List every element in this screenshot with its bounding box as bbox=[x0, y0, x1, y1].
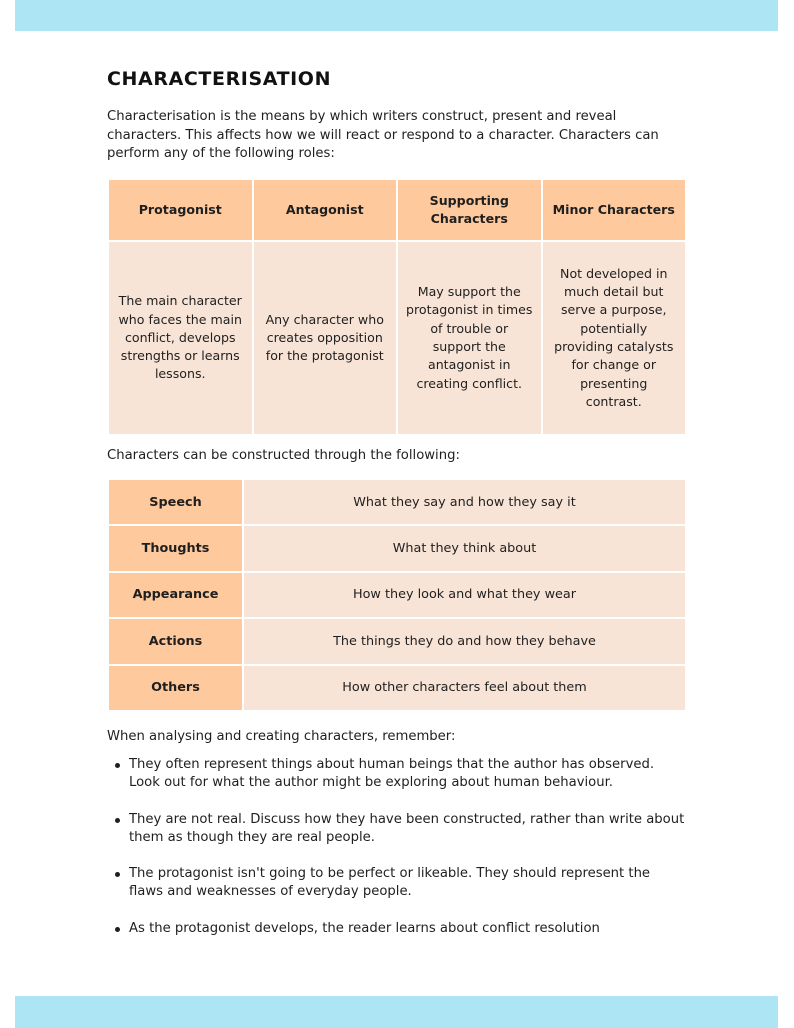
construct-table bbox=[107, 478, 687, 712]
role-header-supporting: Supporting Characters bbox=[398, 180, 541, 240]
method-label: Others bbox=[109, 666, 242, 710]
top-band bbox=[15, 0, 778, 31]
method-description: What they say and how they say it bbox=[244, 480, 685, 524]
method-label: Speech bbox=[109, 480, 242, 524]
table-row bbox=[109, 526, 685, 570]
list-item: They often represent things about human beings that the author has observed. Look out for what the author might be exploring about human behaviour. bbox=[107, 756, 687, 793]
remember-lead: When analysing and creating characters, remember: bbox=[107, 729, 456, 744]
list-item: They are not real. Discuss how they have been constructed, rather than write about them as though they are real people. bbox=[107, 811, 687, 848]
page-title: CHARACTERISATION bbox=[107, 68, 332, 90]
roles-description-row bbox=[109, 242, 685, 434]
table-row bbox=[109, 480, 685, 524]
method-description: How other characters feel about them bbox=[244, 666, 685, 710]
role-desc-protagonist: The main character who faces the main conflict, develops strengths or learns lessons. bbox=[109, 242, 252, 434]
table-row bbox=[109, 619, 685, 663]
method-description: What they think about bbox=[244, 526, 685, 570]
table-row bbox=[109, 666, 685, 710]
roles-table bbox=[107, 178, 687, 436]
table-row bbox=[109, 573, 685, 617]
role-header-antagonist: Antagonist bbox=[254, 180, 397, 240]
intro-paragraph: Characterisation is the means by which writers construct, present and reveal characters. This affects how we will react or respond to a character. Characters can perform any of the following roles: bbox=[107, 109, 659, 161]
remember-list bbox=[107, 756, 687, 956]
role-header-protagonist: Protagonist bbox=[109, 180, 252, 240]
role-desc-supporting: May support the protagonist in times of trouble or support the antagonist in creating conflict. bbox=[398, 242, 541, 434]
method-label: Appearance bbox=[109, 573, 242, 617]
list-item: The protagonist isn't going to be perfect or likeable. They should represent the flaws and weaknesses of everyday people. bbox=[107, 865, 687, 902]
method-description: The things they do and how they behave bbox=[244, 619, 685, 663]
roles-header-row bbox=[109, 180, 685, 240]
role-desc-antagonist: Any character who creates opposition for the protagonist bbox=[254, 242, 397, 434]
role-header-minor: Minor Characters bbox=[543, 180, 686, 240]
list-item: As the protagonist develops, the reader learns about conflict resolution bbox=[107, 920, 687, 938]
bottom-band bbox=[15, 996, 778, 1028]
method-description: How they look and what they wear bbox=[244, 573, 685, 617]
construct-lead: Characters can be constructed through the following: bbox=[107, 448, 460, 463]
method-label: Thoughts bbox=[109, 526, 242, 570]
method-label: Actions bbox=[109, 619, 242, 663]
role-desc-minor: Not developed in much detail but serve a purpose, potentially providing catalysts for change or presenting contrast. bbox=[543, 242, 686, 434]
